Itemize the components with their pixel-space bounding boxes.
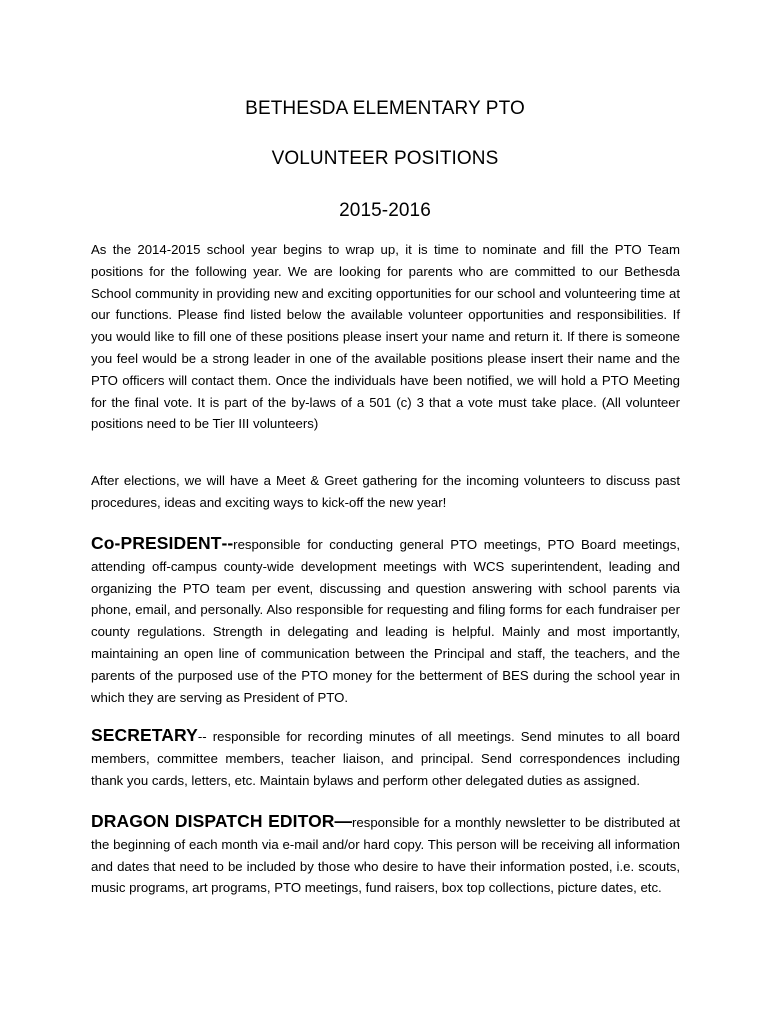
document-subtitle: VOLUNTEER POSITIONS <box>271 148 499 169</box>
position-separator: -- <box>221 533 234 553</box>
position-separator: — <box>334 811 353 831</box>
position-secretary <box>91 725 680 791</box>
position-description: responsible for recording minutes of all meetings. Send minutes to all board members, committee members, teacher liaison, and principal. Send correspondences including thank you cards, letters, etc. Maintain bylaws and perform other delegated duties as assigned. <box>91 729 680 788</box>
position-separator: -- <box>197 729 213 744</box>
intro-paragraph: As the 2014-2015 school year begins to wrap up, it is time to nominate and fill the PTO Team positions for the following year. We are looking for parents who are committed to our Bethesda School community in providing new and exciting opportunities for our school and volunteering time at our functions. Please find listed below the available volunteer opportunities and responsibilities. If you would like to fill one of these positions please insert your name and return it. If there is someone you feel would be a strong leader in one of the available positions please insert their name and the PTO officers will contact them. Once the individuals have been notified, we will hold a PTO Meeting for the final vote. It is part of the by-laws of a 501 (c) 3 that a vote must take place. (All volunteer positions need to be Tier III volunteers) <box>91 242 680 432</box>
elections-paragraph: After elections, we will have a Meet & Greet gathering for the incoming volunteers to discuss past procedures, ideas and exciting ways to kick-off the new year! <box>91 473 680 510</box>
position-title: Co-PRESIDENT <box>91 533 222 553</box>
position-title: DRAGON DISPATCH EDITOR <box>91 811 335 831</box>
org-title: BETHESDA ELEMENTARY PTO <box>245 98 525 119</box>
position-title: SECRETARY <box>91 725 198 745</box>
position-co-president <box>91 533 680 708</box>
position-description: responsible for a monthly newsletter to be distributed at the beginning of each month via e-mail and/or hard copy. This person will be receiving all information and dates that need to be included by those who desire to have their information posted, i.e. scouts, music programs, art programs, PTO meetings, fund raisers, box top collections, picture dates, etc. <box>91 815 680 896</box>
position-description: responsible for conducting general PTO meetings, PTO Board meetings, attending off-campus county-wide development meetings with WCS superintendent, leading and organizing the PTO team per event, discussing and question answering with school parents via phone, email, and personally. Also responsible for requesting and filing forms for each fundraiser per county regulations. Strength in delegating and leading is helpful. Mainly and most importantly, maintaining an open line of communication between the Principal and staff, the teachers, and the parents of the purposed use of the PTO money for the betterment of BES during the school year in which they are serving as President of PTO. <box>91 537 680 705</box>
position-dragon-dispatch-editor <box>91 811 680 899</box>
school-year: 2015-2016 <box>339 200 431 221</box>
